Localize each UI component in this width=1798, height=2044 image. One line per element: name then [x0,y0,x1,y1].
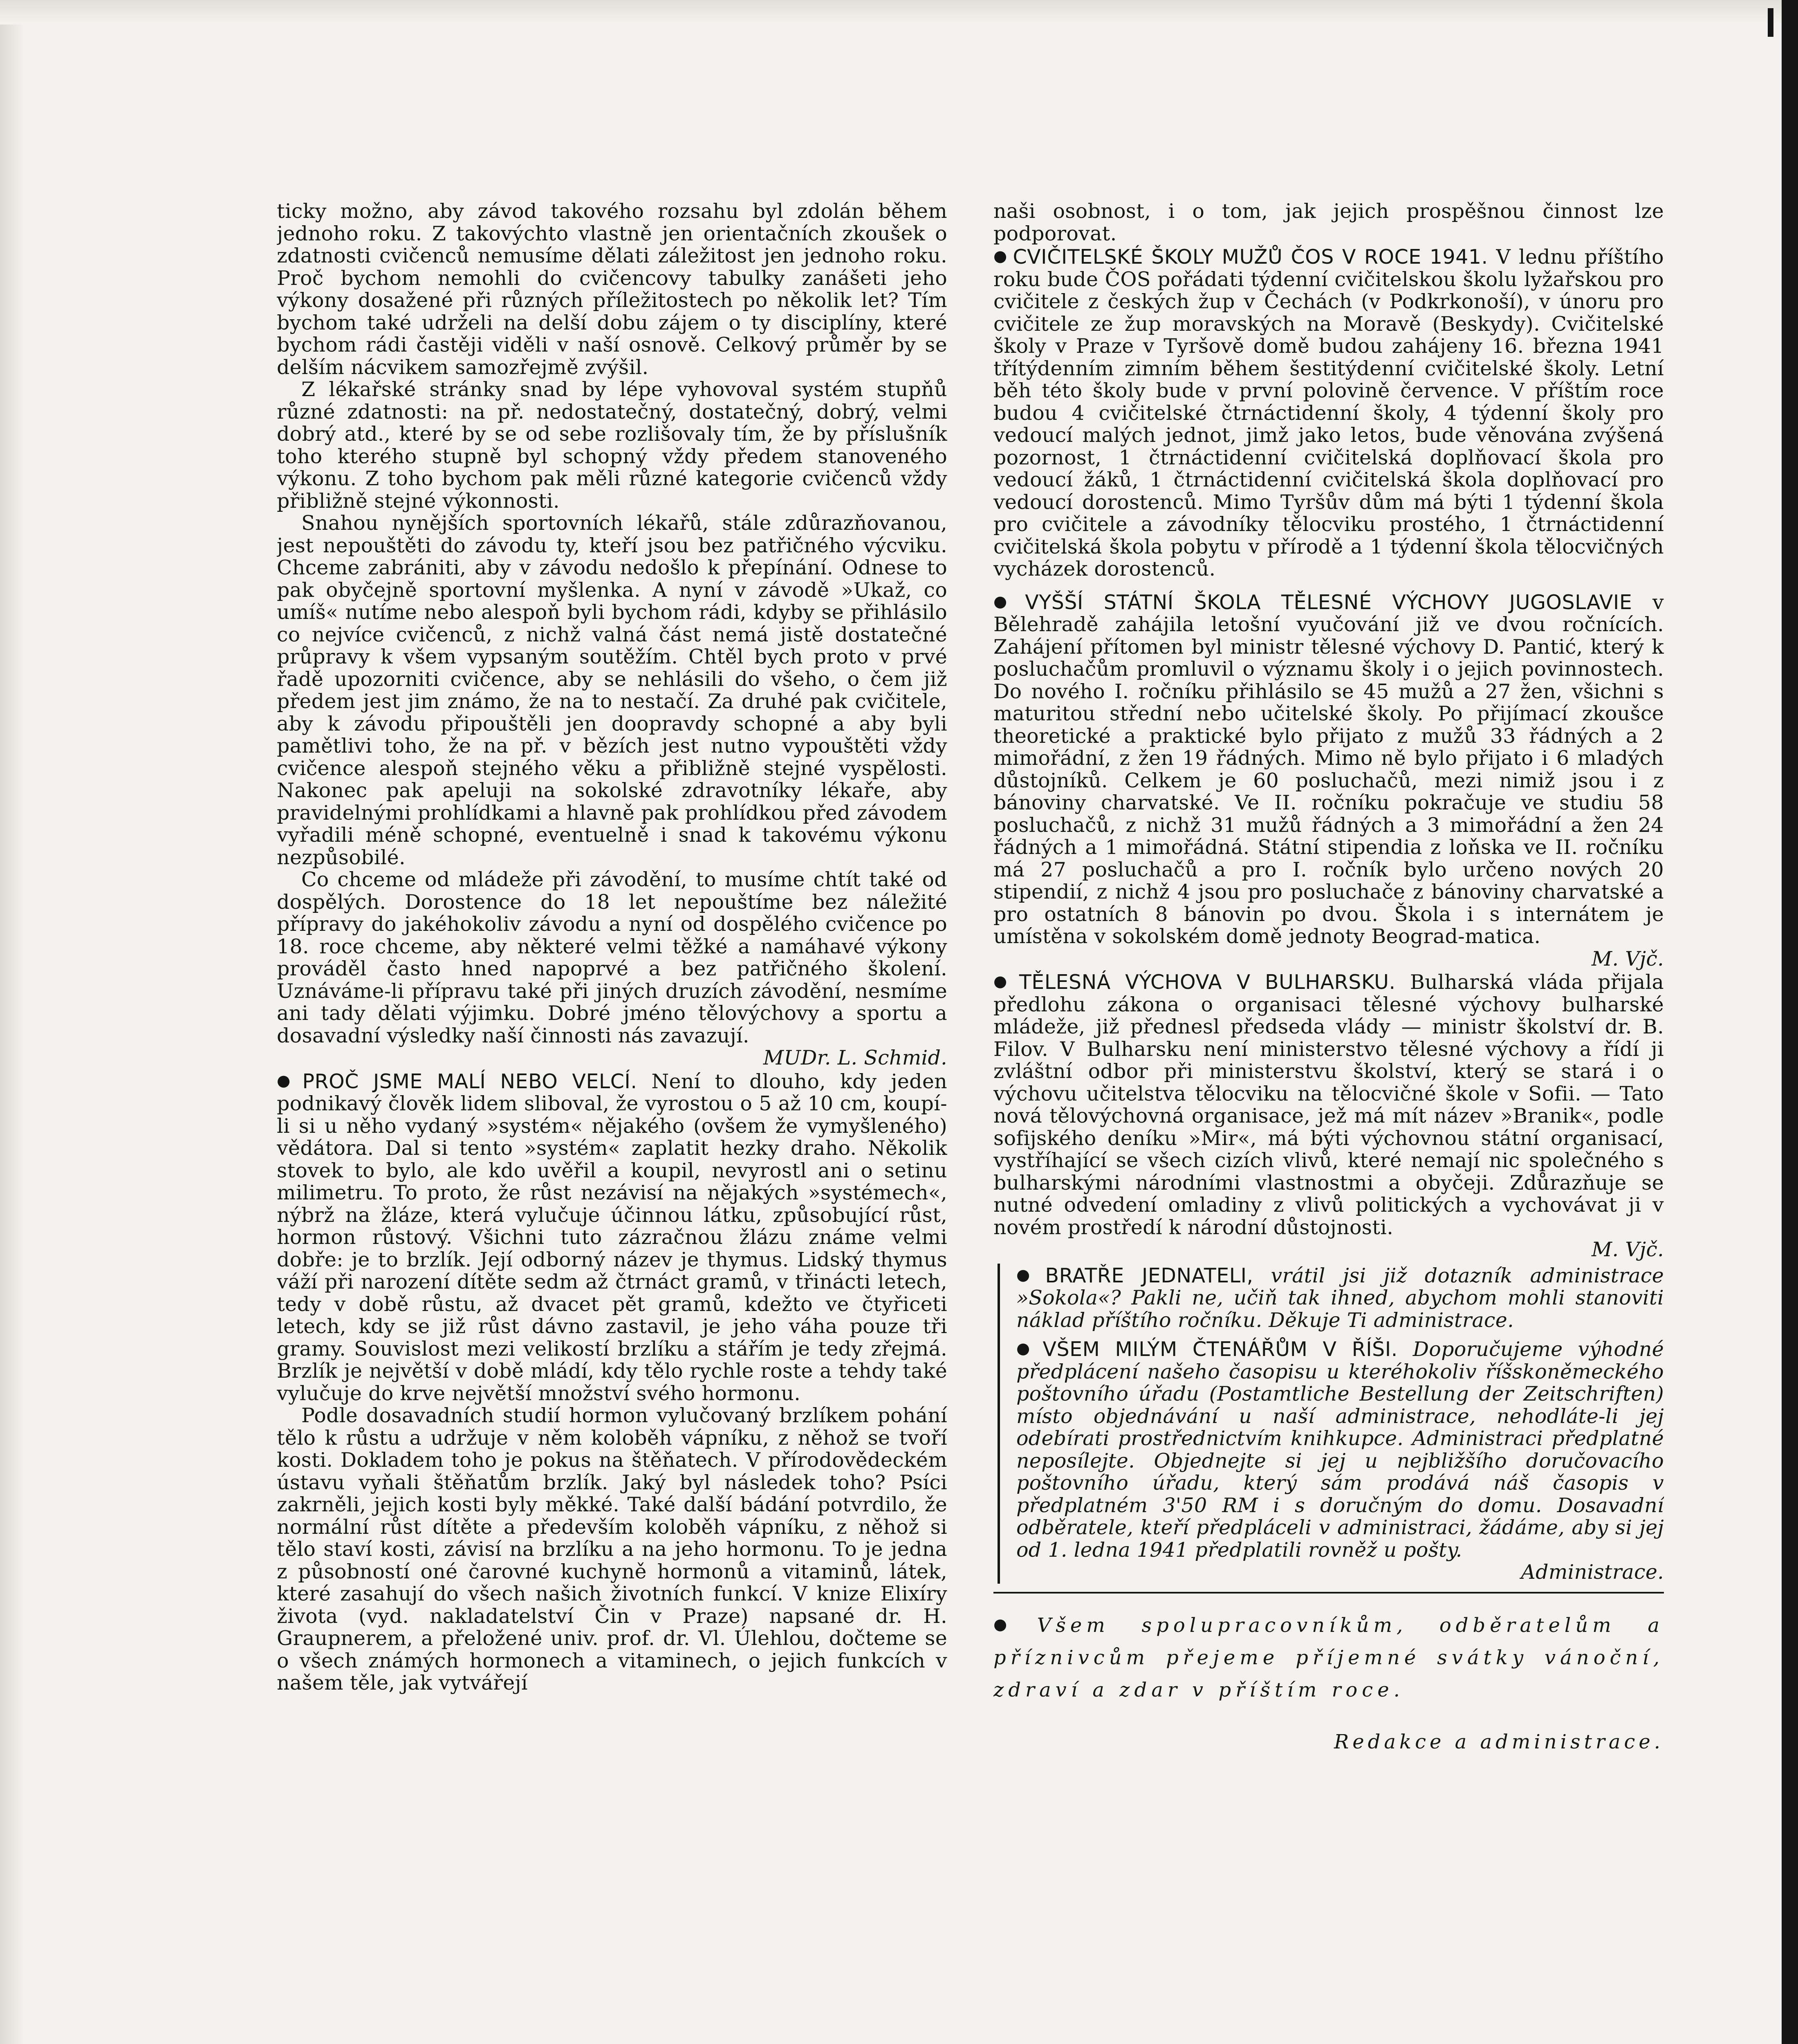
notice-text: vrátil jsi již dotazník administrace »Sokola«? Pakli ne, učiň tak ihned, abychom mohli stanoviti náklad příštího ročníku. Děkuje Ti administrace. [1016,1264,1664,1332]
article-signature: M. Vjč. [1591,1238,1664,1261]
article-paragraph: Podle dosavadních studií hormon vylučovaný brzlíkem pohání tělo k růstu a udržuje v něm koloběh vápníku, z něhož se tvoří kosti. Dokladem toho je pokus na štěňatech. V přírodovědeckém ústavu vyňali štěňatům brzlík. Jaký byl následek toho? Psíci zakrněli, jejich kosti byly měkké. Také další bádání potvrdilo, že normální růst dítěte a především koloběh vápníku, z něhož si tělo staví kosti, závisí na brzlíku a na jeho hormonu. To je jedna z působností oné čarovné kuchyně hormonů a vitaminů, látek, které zasahují do všech našich životních funkcí. V knize Elixíry života (vyd. nakladatelství Čin v Praze) napsané dr. H. Graupnerem, a přeložené univ. prof. dr. Vl. Úlehlou, dočteme se o všech známých hormonech a vitaminech, o jejich funkcích v našem těle, jak vytvářejí [277,1404,947,1694]
article-heading: CVIČITELSKÉ ŠKOLY MUŽŮ ČOS V ROCE 1941. [1013,245,1488,269]
section-divider [993,1592,1664,1594]
holiday-greeting [993,1608,1664,1706]
scan-right-border [1782,0,1798,2044]
right-column [993,200,1664,2044]
scan-left-edge [0,0,25,2044]
article-heading: TĚLESNÁ VÝCHOVA V BULHARSKU. [1019,970,1396,994]
bullet-icon: ● [993,592,1021,610]
notice-paragraph [1016,1337,1664,1561]
article-heading: PROČ JSME MALÍ NEBO VELCÍ. [302,1069,637,1093]
article-text: v Bělehradě zahájila letošní vyučování již ve dvou ročnících. Zahájení přítomen byl ministr tělesné výchovy D. Pantić, který k posluchačům promluvil o významu školy i o jejich povinnostech. Do nového I. ročníku přihlásilo se 45 mužů a 27 žen, všichni s maturitou střední nebo učitelské školy. Po přijímací zkoušce theoretické a praktické bylo přijato z mužů 33 řádných a 2 mimořádní, z žen 19 řádných. Mimo ně bylo přijato i 6 mladých důstojníků. Celkem je 60 posluchačů, mezi nimiž jsou i z bánoviny charvatské. Ve II. ročníku pokračuje ve studiu 58 posluchačů, z nichž 31 mužů řádných a 3 mimořádní a žen 24 řádných a 1 mimořádná. Státní stipendia z loňska ve II. ročníku má 27 posluchačů a pro I. ročník bylo určeno nových 20 stipendií, z nichž 4 jsou pro posluchače z bánoviny charvatské a pro ostatních 8 bánovin po dvou. Škola i s internátem je umístěna v sokolském domě jednoty Beograd-matica. [993,590,1664,948]
notice-heading: BRATŘE JEDNATELI, [1045,1264,1253,1287]
notice-heading: VŠEM MILÝM ČTENÁŘŮM V ŘÍŠI. [1042,1338,1398,1361]
scan-corner-mark [1768,8,1773,37]
article-text: Není to dlouho, kdy jeden podnikavý člověk lidem sliboval, že vyrostou o 5 až 10 cm, koupí-li si u něho vydaný »systém« nějakého (ovšem že vymyšleného) vědátora. Dal si tento »systém« zaplatit hezky draho. Několik stovek to bylo, ale kdo uvěřil a koupil, nevyrostl ani o setinu milimetru. To proto, že růst nezávisí na nějakých »systémech«, nýbrž na žláze, která vylučuje účinnou látku, způsobující růst, hormon růstový. Všichni tuto zázračnou žlázu známe velmi dobře: je to brzlík. Její odborný název je thymus. Lidský thymus váží při narození dítěte sedm až čtrnáct gramů, v třinácti letech, tedy v době růstu, až dvacet pět gramů, kdežto ve čtyřiceti letech, kdy se již růst dávno zastavil, je jeho váha pouze tři gramy. Souvislost mezi velikostí brzlíku a stářím je tedy zřejmá. Brzlík je největší v době mládí, kdy tělo rychle roste a tehdy také vylučuje do krve největší množství svého hormonu. [277,1069,947,1405]
article-heading: VYŠŠÍ STÁTNÍ ŠKOLA TĚLESNÉ VÝCHOVY JUGOSLAVIE [1025,590,1632,614]
article-signature: M. Vjč. [1591,947,1664,970]
article-paragraph [993,970,1664,1239]
article-paragraph [277,1069,947,1405]
bullet-icon: ● [1016,1265,1041,1284]
bullet-icon: ● [277,1071,298,1089]
article-paragraph [993,590,1664,948]
article-paragraph: ticky možno, aby závod takového rozsahu byl zdolán během jednoho roku. Z takovýchto vlastně jen orientačních zkoušek o zdatnosti cvičenců nemusíme dělati záležitost jen jednoho roku. Proč bychom nemohli do cvičencovy tabulky zanášeti jeho výkony dosažené při různých příležitostech po několik let? Tím bychom také udrželi na delší dobu zájem o ty disciplíny, které bychom rádi častěji viděli v naší osnově. Celkový průměr by se delším nácvikem samozřejmě zvýšil. [277,200,947,379]
notice-signature: Administrace. [1521,1560,1664,1584]
article-paragraph: Co chceme od mládeže při závodění, to musíme chtít také od dospělých. Dorostence do 18 let nepouštíme bez náležité přípravy do jakéhokoliv závodu a nyní od dospělého cvičence po 18. roce chceme, aby některé velmi těžké a namáhavé výkony prováděl často hned napoprvé a bez patřičného školení. Uznáváme-li přípravu také při jiných druzích závodění, nesmíme ani tady dělati výjimku. Dobré jméno tělovýchovy a sportu a dosavadní výsledky naší činnosti nás zavazují. [277,868,947,1047]
article-text: V lednu příštího roku bude ČOS pořádati týdenní cvičitelskou školu lyžařskou pro cvičitele z českých žup v Čechách (v Podkrkonoší), v únoru pro cvičitele ze žup moravských na Moravě (Beskydy). Cvičitelské školy v Praze v Tyršově domě budou zahájeny 16. března 1941 třítýdenním zimním během šestitýdenní cvičitelské školy. Letní běh této školy bude v první polovině července. V příštím roce budou 4 cvičitelské čtrnáctidenní školy, 4 týdenní školy pro vedoucí malých jednot, jimž jako letos, bude věnována zvýšená pozornost, 1 čtrnáctidenní cvičitelská doplňovací škola pro vedoucí žáků, 1 čtrnáctidenní cvičitelská škola doplňovací pro vedoucí dorostenců. Mimo Tyršův dům má býti 1 týdenní škola pro cvičitele a závodníky tělocviku prostého, 1 čtrnáctidenní cvičitelská škola pobytu v přírodě a 1 týdenní škola tělocvičných vycházek dorostenců. [993,245,1664,580]
notice-paragraph [1016,1264,1664,1332]
greeting-text: Všem spolupracovníkům, odběratelům a příznivcům přejeme příjemné svátky vánoční, zdraví a zdar v příštím roce. [993,1614,1664,1701]
article-text: Bulharská vláda přijala předlohu zákona o organisaci tělesné výchovy bulharské mládeže, již přednesl předseda vlády — ministr školství dr. B. Filov. V Bulharsku není ministerstvo tělesné výchovy a řídí ji zvláštní odbor při ministerstvu školství, který se stará i o výchovu učitelstva tělocviku na tělocvičné škole v Sofii. — Tato nová tělovýchovná organisace, jež má mít název »Branik«, podle sofijského deníku »Mir«, má býti výchovnou státní organisací, vystříhající se všech cizích vlivů, které nemají nic společného s bulharskými národními vlastnostmi a obyčeji. Zdůrazňuje se nutné odvedení omladiny z vlivů politických a vychovávat ji v novém prostředí k národní důstojnosti. [993,970,1664,1239]
article-paragraph: Z lékařské stránky snad by lépe vyhovoval systém stupňů různé zdatnosti: na př. nedostatečný, dostatečný, dobrý, velmi dobrý atd., které by se od sebe rozlišovaly tím, že by příslušník toho kterého stupně byl schopný vždy předem stanoveného výkonu. Z toho bychom pak měli různé kategorie cvičenců vždy přibližně stejné výkonnosti. [277,378,947,513]
bullet-icon: ● [993,247,1009,265]
article-paragraph [993,245,1664,580]
article-signature: MUDr. L. Schmid. [763,1046,947,1069]
left-column [277,200,947,2044]
bullet-icon: ● [993,1615,1033,1633]
bullet-icon: ● [993,972,1015,990]
notice-text: Doporučujeme výhodné předplácení našeho časopisu u kteréhokoliv říšskoněmeckého poštovního úřadu (Postamtliche Bestellung der Zeitschriften) místo objednávání u naší administrace, nehodláte-li jej odebírati prostřednictvím knihkupce. Administraci předplatné neposílejte. Objednejte si jej u nejbližšího doručovacího poštovního úřadu, který sám prodává náš časopis v předplatném 3'50 RM i s doručným do domu. Dosavadní odběratele, kteří předpláceli v administraci, žádáme, aby si jej od 1. ledna 1941 předplatili rovněž u pošty. [1016,1338,1664,1562]
article-paragraph: naši osobnost, i o tom, jak jejich prospěšnou činnost lze podporovat. [993,200,1664,245]
scan-top-edge [0,0,1798,25]
article-paragraph: Snahou nynějších sportovních lékařů, stále zdůrazňovanou, jest nepouštěti do závodu ty, kteří jsou bez patřičného výcviku. Chceme zabrániti, aby v závodu nedošlo k přepínání. Odnese to pak obyčejně sportovní myšlenka. A nyní v závodě »Ukaž, co umíš« nutíme nebo alespoň byli bychom rádi, kdyby se přihlásilo co nejvíce cvičenců, z nichž valná část nemá jistě dostatečné průpravy k všem vypsaným soutěžím. Chtěl bych proto v prvé řadě upozorniti cvičence, aby se nehlásili do všeho, o čem již předem jest jim známo, že na to nestačí. Za druhé pak cvičitele, aby k závodu připouštěli jen doopravdy schopné a aby byli pamětlivi toho, že na př. v bězích jest nutno vypouštěti vždy cvičence alespoň stejného věku a přibližně stejné vyspělosti. Nakonec pak apeluji na sokolské zdravotníky lékaře, aby pravidelnými prohlídkami a hlavně pak prohlídkou před závodem vyřadili méně schopné, eventuelně i snad k takovému výkonu nezpůsobilé. [277,511,947,869]
bullet-icon: ● [1016,1339,1039,1357]
notice-box [998,1264,1664,1584]
greeting-signature: Redakce a administrace. [1334,1730,1664,1753]
